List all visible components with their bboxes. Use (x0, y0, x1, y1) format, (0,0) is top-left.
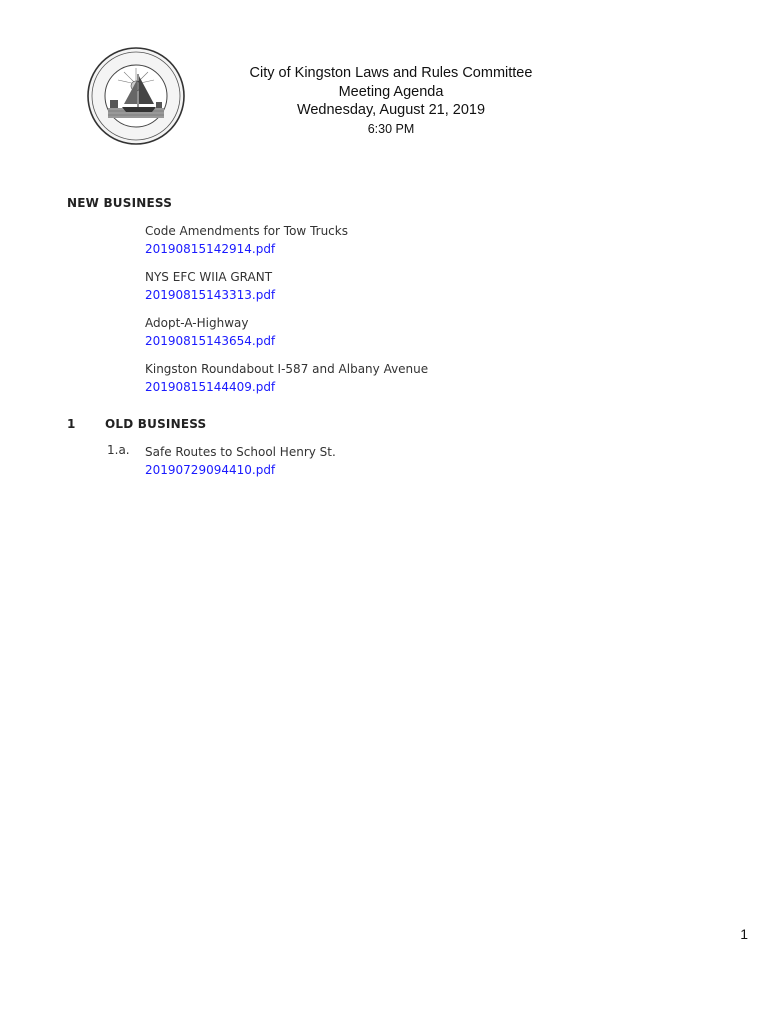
agenda-item-attachment-link[interactable]: 20190815143313.pdf (145, 288, 276, 302)
document-type: Meeting Agenda (338, 83, 444, 100)
agenda-header (200, 64, 582, 138)
agenda-item-title: NYS EFC WIIA GRANT (145, 270, 273, 284)
meeting-date: Wednesday, August 21, 2019 (296, 102, 486, 118)
agenda-item-title: Adopt-A-Highway (145, 316, 249, 330)
agenda-item (145, 268, 275, 304)
agenda-item-title: Safe Routes to School Henry St. (145, 445, 336, 459)
city-seal-logo (86, 44, 186, 148)
page-number: 1 (740, 926, 748, 942)
agenda-item-attachment-link[interactable]: 20190729094410.pdf (145, 463, 276, 477)
agenda-item-attachment-link[interactable]: 20190815144409.pdf (145, 380, 276, 394)
agenda-item-attachment-link[interactable]: 20190815142914.pdf (145, 242, 276, 256)
agenda-item-title: Code Amendments for Tow Trucks (145, 224, 348, 238)
agenda-item (145, 222, 348, 258)
meeting-time: 6:30 PM (367, 121, 415, 136)
agenda-item-number: 1.a. (107, 443, 130, 457)
new-business-heading: NEW BUSINESS (67, 196, 173, 210)
agenda-item (145, 314, 275, 350)
old-business-heading: OLD BUSINESS (105, 417, 207, 431)
old-business-number: 1 (67, 417, 76, 431)
agenda-item-attachment-link[interactable]: 20190815143654.pdf (145, 334, 276, 348)
committee-name: City of Kingston Laws and Rules Committee (249, 65, 533, 81)
agenda-item (145, 443, 336, 479)
agenda-item-title: Kingston Roundabout I-587 and Albany Avenue (145, 362, 429, 376)
agenda-item (145, 360, 428, 396)
